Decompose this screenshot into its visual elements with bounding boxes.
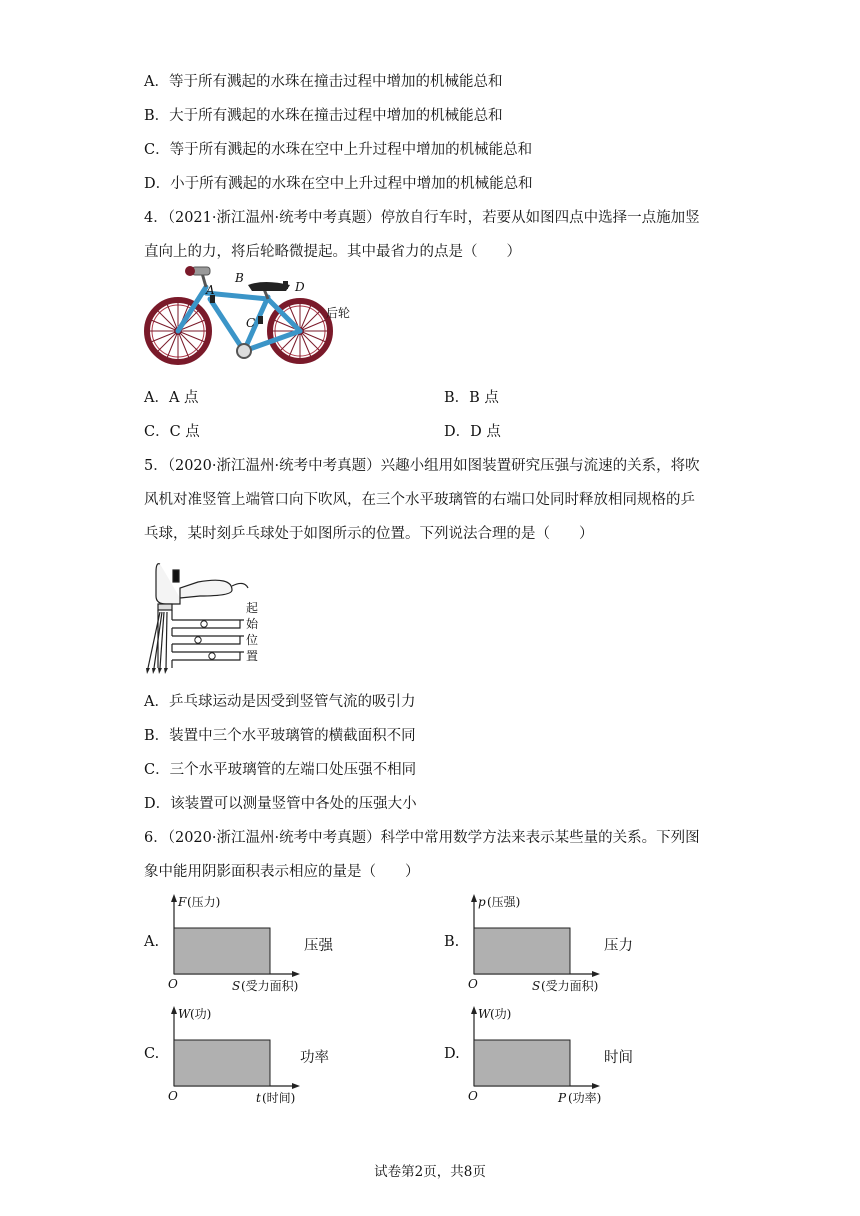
q5-option-d: D．该装置可以测量竖管中各处的压强大小 <box>144 796 417 812</box>
point-a-label: A <box>206 283 215 297</box>
blower-apparatus-figure <box>140 558 270 678</box>
graph-d-option: D. <box>444 1046 460 1062</box>
graph-c-origin: O <box>168 1089 178 1103</box>
q5-option-b: B．装置中三个水平玻璃管的横截面积不同 <box>144 728 416 744</box>
q3-option-d: D．小于所有溅起的水珠在空中上升过程中增加的机械能总和 <box>144 176 533 192</box>
graph-b-x-unit: (受力面积) <box>541 979 599 993</box>
q3-option-a: A．等于所有溅起的水珠在撞击过程中增加的机械能总和 <box>144 74 503 90</box>
page-footer: 试卷第2页，共8页 <box>374 1164 486 1180</box>
graph-a-option: A. <box>144 934 160 950</box>
bicycle-figure <box>140 265 380 385</box>
point-b-label: B <box>235 271 244 285</box>
graph-d-x-unit: (功率) <box>568 1091 602 1105</box>
start-label-1: 起 <box>246 601 259 615</box>
graph-c-y-symbol: W <box>178 1007 191 1021</box>
q6-stem-line2: 象中能用阴影面积表示相应的量是（ ） <box>144 864 420 880</box>
q3-option-c: C．等于所有溅起的水珠在空中上升过程中增加的机械能总和 <box>144 142 533 158</box>
graph-c-option: C. <box>144 1046 160 1062</box>
graph-c-x-unit: (时间) <box>262 1091 296 1105</box>
q4-stem-line1: 4．（2021·浙江温州·统考中考真题）停放自行车时，若要从如图四点中选择一点施加竖 <box>144 210 700 226</box>
graph-a <box>160 890 320 998</box>
graph-b-origin: O <box>468 977 478 991</box>
graph-b-y-unit: (压强) <box>487 895 521 909</box>
graph-d-y-symbol: W <box>478 1007 491 1021</box>
q4-option-c: C．C 点 <box>144 424 200 440</box>
graph-b <box>460 890 620 998</box>
graph-c-quantity: 功率 <box>300 1050 329 1066</box>
graph-a-y-symbol: F <box>178 895 187 909</box>
graph-a-x-symbol: S <box>232 979 241 993</box>
graph-a-quantity: 压强 <box>304 938 333 954</box>
graph-d-quantity: 时间 <box>604 1050 633 1066</box>
graph-c-x-symbol: t <box>256 1091 261 1105</box>
graph-d <box>460 1002 620 1110</box>
bicycle-frame <box>178 287 300 351</box>
graph-a-y-unit: (压力) <box>187 895 221 909</box>
graph-d-y-unit: (功) <box>490 1007 512 1021</box>
q5-stem-line3: 乓球，某时刻乒乓球处于如图所示的位置。下列说法合理的是（ ） <box>144 526 594 542</box>
q4-option-b: B．B 点 <box>444 390 499 406</box>
graph-b-y-symbol: p <box>478 895 486 909</box>
chainring <box>237 344 251 358</box>
graph-b-option: B. <box>444 934 460 950</box>
q6-stem-line1: 6．（2020·浙江温州·统考中考真题）科学中常用数学方法来表示某些量的关系。下列图 <box>144 830 700 846</box>
q4-option-d: D．D 点 <box>444 424 501 440</box>
q5-option-a: A．乒乓球运动是因受到竖管气流的吸引力 <box>144 694 416 710</box>
q3-option-b: B．大于所有溅起的水珠在撞击过程中增加的机械能总和 <box>144 108 503 124</box>
q5-stem-line2: 风机对准竖管上端管口向下吹风，在三个水平玻璃管的右端口处同时释放相同规格的乒 <box>144 492 695 508</box>
start-label-4: 置 <box>246 649 259 663</box>
q5-stem-line1: 5．（2020·浙江温州·统考中考真题）兴趣小组用如图装置研究压强与流速的关系，将吹 <box>144 458 700 474</box>
graph-b-x-symbol: S <box>532 979 541 993</box>
q4-option-a: A．A 点 <box>144 390 199 406</box>
graph-c-y-unit: (功) <box>190 1007 212 1021</box>
graph-c <box>160 1002 320 1110</box>
start-label-3: 位 <box>246 633 259 647</box>
q4-stem-line2: 直向上的力，将后轮略微提起。其中最省力的点是（ ） <box>144 244 521 260</box>
graph-b-quantity: 压力 <box>604 938 633 954</box>
graph-a-x-unit: (受力面积) <box>241 979 299 993</box>
start-label-2: 始 <box>246 617 259 631</box>
rear-wheel-label: 后轮 <box>326 306 351 320</box>
point-d-label: D <box>295 280 305 294</box>
point-c-label: C <box>246 316 256 330</box>
graph-d-x-symbol: P <box>558 1091 567 1105</box>
q5-option-c: C．三个水平玻璃管的左端口处压强不相同 <box>144 762 417 778</box>
graph-d-origin: O <box>468 1089 478 1103</box>
graph-a-origin: O <box>168 977 178 991</box>
